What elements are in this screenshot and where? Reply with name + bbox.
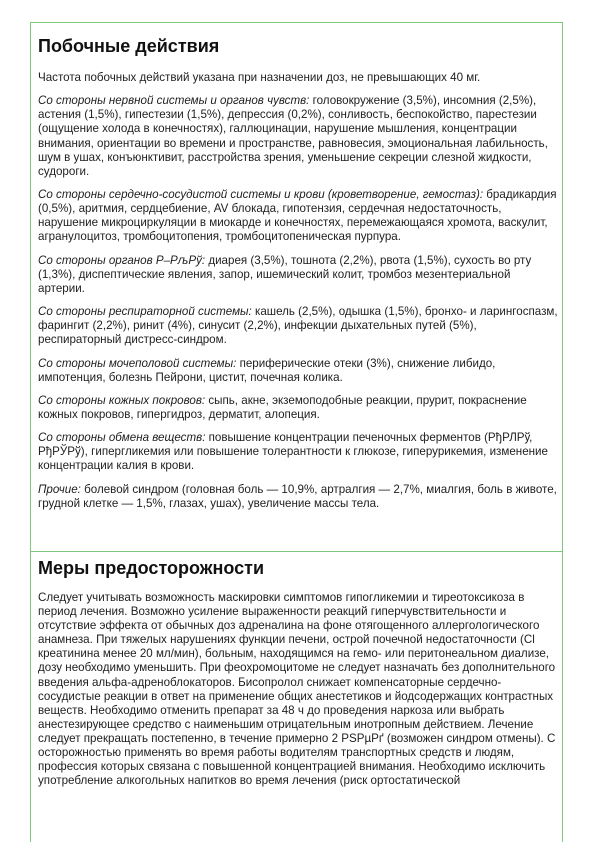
side-effect-category: Со стороны мочеполовой системы:: [38, 356, 237, 370]
precautions-body: [38, 591, 558, 798]
side-effect-text: сыпь, акне, экземоподобные реакции, прурит, покраснение кожных покровов, гипергидроз, дерматит, алопеция.: [38, 393, 527, 421]
side-effect-category: Со стороны нервной системы и органов чувств:: [38, 94, 310, 108]
side-effect-paragraph: [38, 94, 558, 179]
side-effect-paragraph: [38, 431, 558, 473]
side-effect-text: болевой синдром (головная боль — 10,9%, артралгия — 2,7%, миалгия, боль в животе, грудной клетке — 1,5%, глазах, ушах), увеличение массы тела.: [38, 482, 557, 510]
side-effects-body: [38, 71, 558, 520]
side-effect-category: Со стороны респираторной системы:: [38, 305, 252, 319]
side-effect-paragraph: [38, 357, 558, 385]
side-effect-text: диарея (3,5%), тошнота (2,2%), рвота (1,5%), сухость во рту (1,3%), диспептические явления, запор, ишемический колит, тромбоз мезентериальной артерии.: [38, 253, 532, 295]
precautions-heading: Меры предосторожности: [38, 558, 265, 578]
side-effect-category: Со стороны органов Р–РљРў:: [38, 253, 206, 267]
side-effects-heading: Побочные действия: [38, 36, 220, 56]
side-effect-text: повышение концентрации печеночных ферментов (РђРЛРў, РђРЎРў), гипергликемия или повышение толерантности к глюкозе, гиперурикемия, изменение концентрации калия в крови.: [38, 431, 548, 473]
side-effect-category: Прочие:: [38, 482, 81, 496]
side-effect-category: Со стороны сердечно-сосудистой системы и крови (кроветворение, гемостаз):: [38, 188, 484, 202]
side-effect-paragraph: [38, 254, 558, 296]
side-effect-paragraph: [38, 394, 558, 422]
side-effect-text: головокружение (3,5%), инсомния (2,5%), астения (1,5%), гипестезии (1,5%), депрессия (0,2%), сонливость, беспокойство, парестезии (ощущение холода в конечностях), галлюцинации, нарушение мышления, концентрации внимания, ориентации во времени и пространстве, равновесия, эмоциональная лабильность, шум в ушах, конъюнктивит, расстройства зрения, уменьшение секреции слезной жидкости, судороги.: [38, 94, 548, 178]
side-effect-text: кашель (2,5%), одышка (1,5%), бронхо- и ларингоспазм, фарингит (2,2%), ринит (4%), синусит (2,2%), инфекции дыхательных путей (5%), респираторный дистресс-синдром.: [38, 305, 558, 347]
side-effect-category: Со стороны обмена веществ:: [38, 431, 206, 445]
side-effects-intro: Частота побочных действий указана при назначении доз, не превышающих 40 мг.: [38, 71, 481, 84]
side-effect-text: брадикардия (0,5%), аритмия, сердцебиение, AV блокада, гипотензия, сердечная недостаточность, нарушение микроциркуляции в миокарде и конечностях, перемежающаяся хромота, васкулит, агранулоцитоз, тромбоцитопения, тромбоцитопеническая пурпура.: [38, 188, 557, 244]
side-effect-text: периферические отеки (3%), снижение либидо, импотенция, болезнь Пейрони, цистит, почечная колика.: [38, 356, 496, 384]
precautions-paragraph: Следует учитывать возможность маскировки симптомов гипогликемии и тиреотоксикоза в период лечения. Возможно усиление выраженности реакций гиперчувствительности и отсутствие эффекта от обычных доз адреналина на фоне отягощенного аллергологического анамнеза. При тяжелых нарушениях функции печени, острой почечной недостаточности (Cl креатинина менее 20 мл/мин), больным, находящимся на гемо- или перитонеальном диализе, дозу необходимо уменьшить. При феохромоцитоме не следует назначать без дополнительного введения альфа-адреноблокаторов. Бисопролол снижает компенсаторные сердечно-сосудистые реакции в ответ на применение общих анестетиков и йодсодержащих контрастных веществ. Необходимо отменить препарат за 48 ч до проведения наркоза или выбрать анестезирующее средство с наименьшим отрицательным инотропным действием. Лечение следует прекращать постепенно, в течение примерно 2 РЅРµРґ (возможен синдром отмены). С осторожностью применять во время работы водителям транспортных средств и людям, профессия которых связана с повышенной концентрацией внимания. Необходимо исключить употребление алкогольных напитков во время лечения (риск ортостатической: [38, 591, 556, 788]
side-effect-paragraph: [38, 483, 558, 511]
side-effect-category: Со стороны кожных покровов:: [38, 393, 206, 407]
side-effect-paragraph: [38, 305, 558, 347]
side-effect-paragraph: [38, 188, 558, 244]
